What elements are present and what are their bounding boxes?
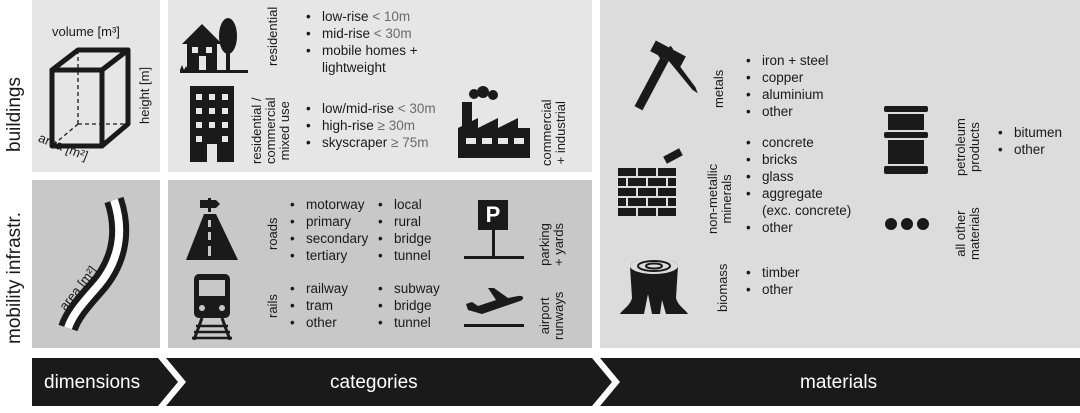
metals-label: metals (711, 69, 726, 108)
petroleum-list (996, 124, 1062, 158)
factory-icon (452, 86, 534, 160)
biomass-list (744, 264, 800, 298)
list-item: • high-rise ≥ 30m (304, 117, 436, 134)
barrel-icon (880, 106, 932, 176)
list-item: • primary (288, 213, 368, 230)
parking-sign-icon: P (464, 200, 524, 262)
mixed-use-list (304, 100, 436, 151)
list-item: • mid-rise < 30m (304, 25, 418, 42)
residential-list (304, 8, 418, 76)
list-item: • other (744, 219, 851, 236)
list-item: • local (376, 196, 432, 213)
rails-list-1 (288, 280, 348, 331)
airport-label: airport runways (537, 291, 566, 340)
roads-label: roads (265, 217, 280, 250)
petroleum-label: petroleum products (953, 118, 982, 176)
bar-label-dimensions: dimensions (44, 372, 141, 393)
list-item: • other (288, 314, 348, 331)
list-item: • tertiary (288, 247, 368, 264)
commercial-industrial-label: commercial + industrial (539, 99, 568, 166)
list-item: • tram (288, 297, 348, 314)
rails-label: rails (265, 294, 280, 318)
metals-list (744, 52, 828, 120)
list-item: • motorway (288, 196, 368, 213)
biomass-label: biomass (715, 263, 730, 312)
area-label: area [m²] (36, 130, 91, 164)
list-item: • railway (288, 280, 348, 297)
list-item: • rural (376, 213, 432, 230)
list-item: • tunnel (376, 314, 440, 331)
row-label-mobility: mobility infrastr. (4, 212, 25, 344)
process-bar (0, 356, 1080, 408)
list-item: • other (996, 141, 1062, 158)
list-item: • aluminium (744, 86, 828, 103)
list-item: • subway (376, 280, 440, 297)
all-other-label: all other materials (953, 207, 982, 260)
list-item: • secondary (288, 230, 368, 247)
roads-list-1 (288, 196, 368, 264)
house-icon (178, 16, 250, 74)
list-item: • skyscraper ≥ 75m (304, 134, 436, 151)
apartment-building-icon (186, 86, 238, 162)
residential-label: residential (265, 6, 280, 66)
row-label-buildings: buildings (4, 77, 25, 152)
parking-label: parking + yards (537, 223, 566, 266)
list-item: • timber (744, 264, 800, 281)
list-item: • copper (744, 69, 828, 86)
list-item: • mobile homes + (304, 42, 418, 59)
list-item: • glass (744, 168, 851, 185)
road-icon (186, 198, 238, 262)
list-item: (exc. concrete) (762, 203, 852, 218)
nonmetallic-list (744, 134, 851, 236)
list-item: • iron + steel (744, 52, 828, 69)
bar-label-materials: materials (800, 372, 878, 393)
list-item: • bridge (376, 297, 440, 314)
roads-list-2 (376, 196, 432, 264)
brick-wall-icon (616, 148, 696, 222)
mobility-area-label: area [m²] (56, 263, 100, 314)
more-dots-icon (884, 216, 930, 232)
list-item: • low/mid-rise < 30m (304, 100, 436, 117)
list-item: • aggregate (744, 185, 851, 202)
train-icon (190, 274, 234, 340)
list-item: • bricks (744, 151, 851, 168)
bar-label-categories: categories (330, 372, 418, 393)
list-item: • bitumen (996, 124, 1062, 141)
height-label: height [m] (137, 66, 152, 124)
list-item: • bridge (376, 230, 432, 247)
airplane-icon (462, 284, 526, 330)
list-item: • concrete (744, 134, 851, 151)
list-item: lightweight (322, 60, 386, 75)
list-item: • tunnel (376, 247, 432, 264)
rails-list-2 (376, 280, 440, 331)
volume-label: volume [m³] (52, 24, 120, 39)
list-item: • other (744, 103, 828, 120)
tree-stump-icon (618, 252, 690, 318)
list-item: • other (744, 281, 800, 298)
nonmetallic-label: non-metallic minerals (705, 163, 734, 234)
mixed-use-label: residential / commercial mixed use (249, 97, 292, 164)
hammer-nail-icon (632, 40, 702, 120)
list-item: • low-rise < 10m (304, 8, 418, 25)
road-ribbon-icon (56, 196, 136, 334)
